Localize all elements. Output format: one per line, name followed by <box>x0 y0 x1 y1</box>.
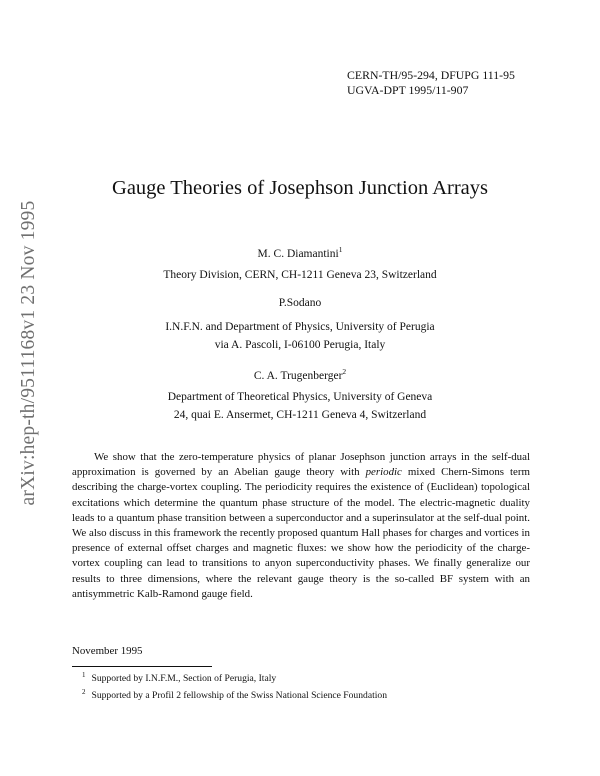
footnote: $^2$ Supported by a Profil 2 fellowship of the Swiss National Science Foundation <box>82 688 388 701</box>
footnote-marker: 1 <box>338 245 343 254</box>
author-name: M. C. Diamantini$^1$ <box>257 245 343 260</box>
abstract: We show that the zero-temperature physics of planar Josephson junction arrays in the self-dual approximation is governed by an Abelian gauge theory with periodic mixed Chern-Simons term describing the charge-vortex coupling. The periodicity requires the existence of (Euclidean) topological excitations which determine the quantum phase structure of the model. The electric-magnetic duality leads to a quantum phase transition between a superconductor and a superinsulator at the self-dual point. We also discuss in this framework the recently proposed quantum Hall phases for charges and vortices in presence of external offset charges and magnetic fluxes: we show how the periodicity of the charge-vortex coupling can lead to transitions to anyon superconductivity phases. We finally generalize our results to three dimensions, where the relevant gauge theory is the so-called BF system with an antisymmetric Kalb-Ramond gauge field. <box>72 451 530 600</box>
author-affiliation: 24, quai E. Ansermet, CH-1211 Geneva 4, Switzerland <box>173 409 427 421</box>
author-name: P.Sodano <box>278 297 322 309</box>
footnote: $^1$ Supported by I.N.F.M., Section of Perugia, Italy <box>82 671 277 684</box>
arxiv-identifier-text: arXiv:hep-th/9511168v1 23 Nov 1995 <box>18 200 39 506</box>
emphasized-word: periodic <box>365 466 402 479</box>
footnote-marker: 2 <box>342 367 347 376</box>
footnote-rule <box>72 666 212 667</box>
paper-title: Gauge Theories of Josephson Junction Arrays <box>112 177 488 199</box>
author-affiliation: Theory Division, CERN, CH-1211 Geneva 23, Switzerland <box>163 269 437 281</box>
report-number-line: UGVA-DPT 1995/11-907 <box>347 83 469 97</box>
report-numbers <box>347 68 515 98</box>
author-affiliation: Department of Theoretical Physics, University of Geneva <box>167 391 433 403</box>
date: November 1995 <box>72 645 143 657</box>
author-name: C. A. Trugenberger$^2$ <box>253 367 347 382</box>
author-affiliation: via A. Pascoli, I-06100 Perugia, Italy <box>214 339 386 351</box>
report-number-line: CERN-TH/95-294, DFUPG 111-95 <box>347 68 515 82</box>
author-affiliation: I.N.F.N. and Department of Physics, University of Perugia <box>165 321 435 333</box>
